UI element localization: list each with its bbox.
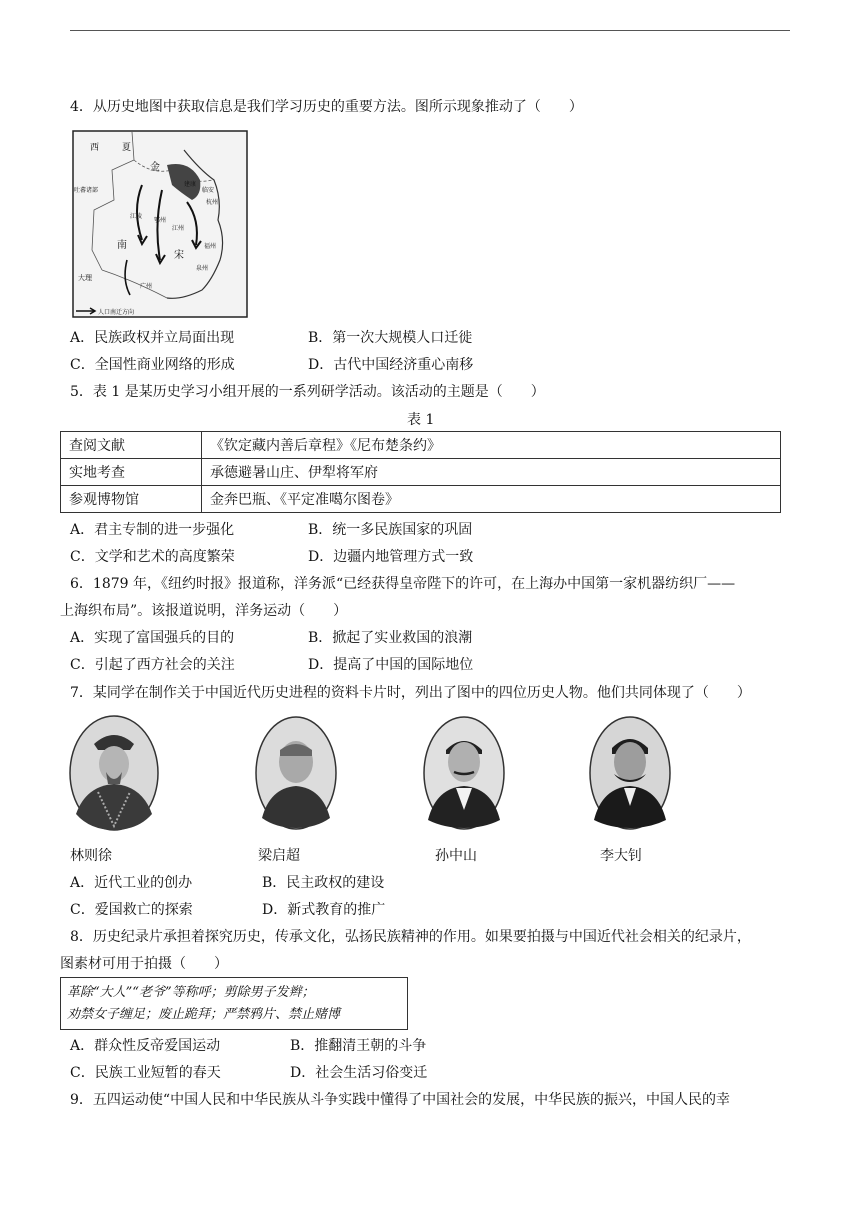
q4-option-c[interactable]: C．全国性商业网络的形成 [70, 357, 235, 373]
map-label-tubo: 吐蕃诸部 [74, 187, 99, 194]
q8-stem-line1: 8．历史纪录片承担着探究历史，传承文化，弘扬民族精神的作用。如果要拍摄与中国近代社会相关的纪录片， [70, 929, 751, 945]
map-label-ezhou: 鄂州 [154, 217, 167, 224]
table-row [61, 459, 781, 486]
q5-table-title: 表 1 [407, 412, 435, 428]
q8-stem-line2: 图素材可用于拍摄（ ） [60, 956, 228, 972]
table-cell: 实地考查 [61, 459, 202, 486]
portrait-graphic [584, 714, 676, 832]
map-label-song: 宋 [174, 250, 184, 261]
q7-person-liang-qichao: 梁启超 [258, 848, 300, 864]
q6-option-a[interactable]: A．实现了富国强兵的目的 [70, 630, 235, 646]
table-cell: 金奔巴瓶、《平定准噶尔图卷》 [202, 486, 781, 513]
q7-person-sun-zhongshan: 孙中山 [435, 848, 477, 864]
portrait-lin-zexu [68, 714, 160, 832]
q5-option-a[interactable]: A．君主专制的进一步强化 [70, 522, 235, 538]
q5-option-d[interactable]: D．边疆内地管理方式一致 [308, 549, 474, 565]
map-label-jiankang: 建康 [184, 181, 197, 188]
q8-option-a[interactable]: A．群众性反帝爱国运动 [70, 1038, 221, 1054]
table-row [61, 432, 781, 459]
q7-option-b[interactable]: B．民主政权的建设 [262, 875, 385, 891]
q7-option-a[interactable]: A．近代工业的创办 [70, 875, 193, 891]
q5-option-b[interactable]: B．统一多民族国家的巩固 [308, 522, 473, 538]
q7-person-lin-zexu: 林则徐 [70, 848, 112, 864]
portrait-graphic [68, 714, 160, 832]
map-label-hangzhou: 杭州 [206, 199, 219, 206]
table-cell: 《钦定藏内善后章程》《尼布楚条约》 [202, 432, 781, 459]
map-label-jin: 金 [150, 162, 160, 173]
q4-stem: 4．从历史地图中获取信息是我们学习历史的重要方法。图所示现象推动了（ ） [70, 99, 583, 115]
table-cell: 查阅文献 [61, 432, 202, 459]
portrait-graphic [418, 714, 510, 832]
map-label-dali: 大理 [78, 274, 92, 282]
q6-option-d[interactable]: D．提高了中国的国际地位 [308, 657, 474, 673]
map-label-xi: 西 [90, 143, 100, 153]
q4-option-b[interactable]: B．第一次大规模人口迁徙 [308, 330, 473, 346]
q8-material-line1: 革除“大人”“老爷”等称呼；剪除男子发辫； [67, 985, 315, 1000]
q7-option-d[interactable]: D．新式教育的推广 [262, 902, 386, 918]
portrait-sun-zhongshan [418, 714, 510, 832]
map-label-xia: 夏 [122, 143, 132, 153]
map-label-jiangzhou: 江州 [172, 225, 185, 232]
map-label-quanzhou: 泉州 [196, 265, 209, 272]
q6-option-b[interactable]: B．掀起了实业救国的浪潮 [308, 630, 473, 646]
map-label-guangzhou: 广州 [140, 283, 153, 290]
q6-option-c[interactable]: C．引起了西方社会的关注 [70, 657, 235, 673]
q5-table [60, 431, 781, 513]
q8-material-box [60, 977, 408, 1030]
portrait-graphic [250, 714, 342, 832]
header-rule [70, 30, 790, 31]
table-row [61, 486, 781, 513]
q6-stem-line1: 6．1879 年，《纽约时报》报道称，洋务派“已经获得皇帝陛下的许可，在上海办中国第一家机器纺织厂—— [70, 576, 736, 592]
map-label-linan: 临安 [202, 187, 215, 194]
q8-material-line2: 劝禁女子缠足；废止跪拜；严禁鸦片、禁止赌博 [67, 1007, 341, 1022]
q6-stem-line2: 上海织布局”。该报道说明，洋务运动（ ） [60, 603, 348, 619]
q7-stem: 7．某同学在制作关于中国近代历史进程的资料卡片时，列出了图中的四位历史人物。他们共同体现了（ ） [70, 685, 751, 701]
portrait-liang-qichao [250, 714, 342, 832]
table-cell: 承德避暑山庄、伊犁将军府 [202, 459, 781, 486]
q4-option-a[interactable]: A．民族政权并立局面出现 [70, 330, 235, 346]
q9-stem: 9．五四运动使“中国人民和中华民族从斗争实践中懂得了中国社会的发展，中华民族的振兴，中国人民的幸 [70, 1092, 731, 1108]
q8-option-d[interactable]: D．社会生活习俗变迁 [290, 1065, 428, 1081]
q5-option-c[interactable]: C．文学和艺术的高度繁荣 [70, 549, 235, 565]
map-label-jiangling: 江陵 [130, 213, 143, 220]
table-cell: 参观博物馆 [61, 486, 202, 513]
q7-option-c[interactable]: C．爱国救亡的探索 [70, 902, 193, 918]
portrait-li-dazhao [584, 714, 676, 832]
q4-historical-map [72, 130, 248, 318]
q4-option-d[interactable]: D．古代中国经济重心南移 [308, 357, 474, 373]
map-label-nan: 南 [117, 240, 127, 251]
q8-option-b[interactable]: B．推翻清王朝的斗争 [290, 1038, 427, 1054]
q7-person-li-dazhao: 李大钊 [600, 848, 642, 864]
q5-stem: 5．表 1 是某历史学习小组开展的一系列研学活动。该活动的主题是（ ） [70, 384, 545, 400]
map-legend-label: 人口南迁方向 [98, 309, 135, 316]
q8-option-c[interactable]: C．民族工业短暂的春天 [70, 1065, 221, 1081]
map-graphic [72, 130, 248, 318]
map-label-fuzhou: 福州 [204, 243, 217, 250]
